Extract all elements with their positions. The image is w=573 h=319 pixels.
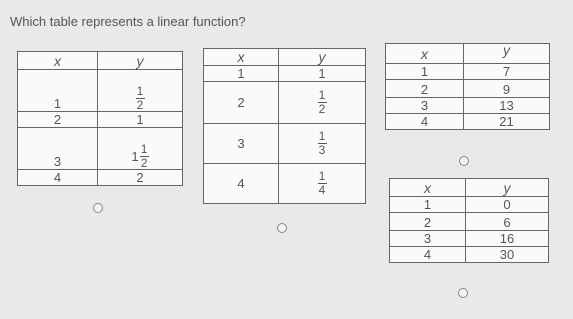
table-a-y-3: 1 $\frac{1}{2}$: [98, 128, 183, 170]
header-y: y: [464, 44, 550, 64]
table-c-y-1: 7: [464, 64, 550, 80]
table-a-x-4: 4: [18, 170, 98, 186]
table-d-x-1: 1: [390, 197, 466, 213]
option-d-radio[interactable]: [458, 288, 468, 298]
table-c: [385, 43, 550, 130]
table-d-x-4: 4: [390, 247, 466, 263]
header-x: x: [18, 52, 98, 70]
table-d-y-1: 0: [466, 197, 549, 213]
table-b-y-2: $\frac{1}{2}$: [279, 82, 366, 124]
table-d-y-2: 6: [466, 213, 549, 231]
option-b-radio[interactable]: [277, 223, 287, 233]
table-a-y-4: 2: [98, 170, 183, 186]
table-a-y-1: $\frac{1}{2}$: [98, 70, 183, 112]
table-a: [17, 51, 183, 186]
option-a-radio[interactable]: [93, 203, 103, 213]
table-d: [389, 178, 549, 263]
header-x: x: [386, 44, 464, 64]
table-c-x-3: 3: [386, 98, 464, 114]
table-c-y-2: 9: [464, 80, 550, 98]
table-d-y-4: 30: [466, 247, 549, 263]
table-a-x-1: 1: [18, 70, 98, 112]
table-c-x-2: 2: [386, 80, 464, 98]
table-a-y-2: 1: [98, 112, 183, 128]
header-y: y: [466, 179, 549, 197]
table-b-x-2: 2: [204, 82, 279, 124]
question-text: Which table represents a linear function?: [10, 14, 246, 29]
table-c-x-4: 4: [386, 114, 464, 130]
table-c-y-4: 21: [464, 114, 550, 130]
table-b-y-3: $\frac{1}{3}$: [279, 124, 366, 164]
table-a-x-2: 2: [18, 112, 98, 128]
table-b-x-1: 1: [204, 66, 279, 82]
header-x: x: [390, 179, 466, 197]
table-b: [203, 48, 366, 204]
header-y: y: [279, 49, 366, 66]
table-c-x-1: 1: [386, 64, 464, 80]
table-b-x-4: 4: [204, 164, 279, 204]
table-d-x-3: 3: [390, 231, 466, 247]
table-b-y-1: 1: [279, 66, 366, 82]
table-b-x-3: 3: [204, 124, 279, 164]
table-c-y-3: 13: [464, 98, 550, 114]
table-a-x-3: 3: [18, 128, 98, 170]
table-d-y-3: 16: [466, 231, 549, 247]
header-x: x: [204, 49, 279, 66]
option-c-radio[interactable]: [459, 156, 469, 166]
table-d-x-2: 2: [390, 213, 466, 231]
header-y: y: [98, 52, 183, 70]
table-b-y-4: $\frac{1}{4}$: [279, 164, 366, 204]
